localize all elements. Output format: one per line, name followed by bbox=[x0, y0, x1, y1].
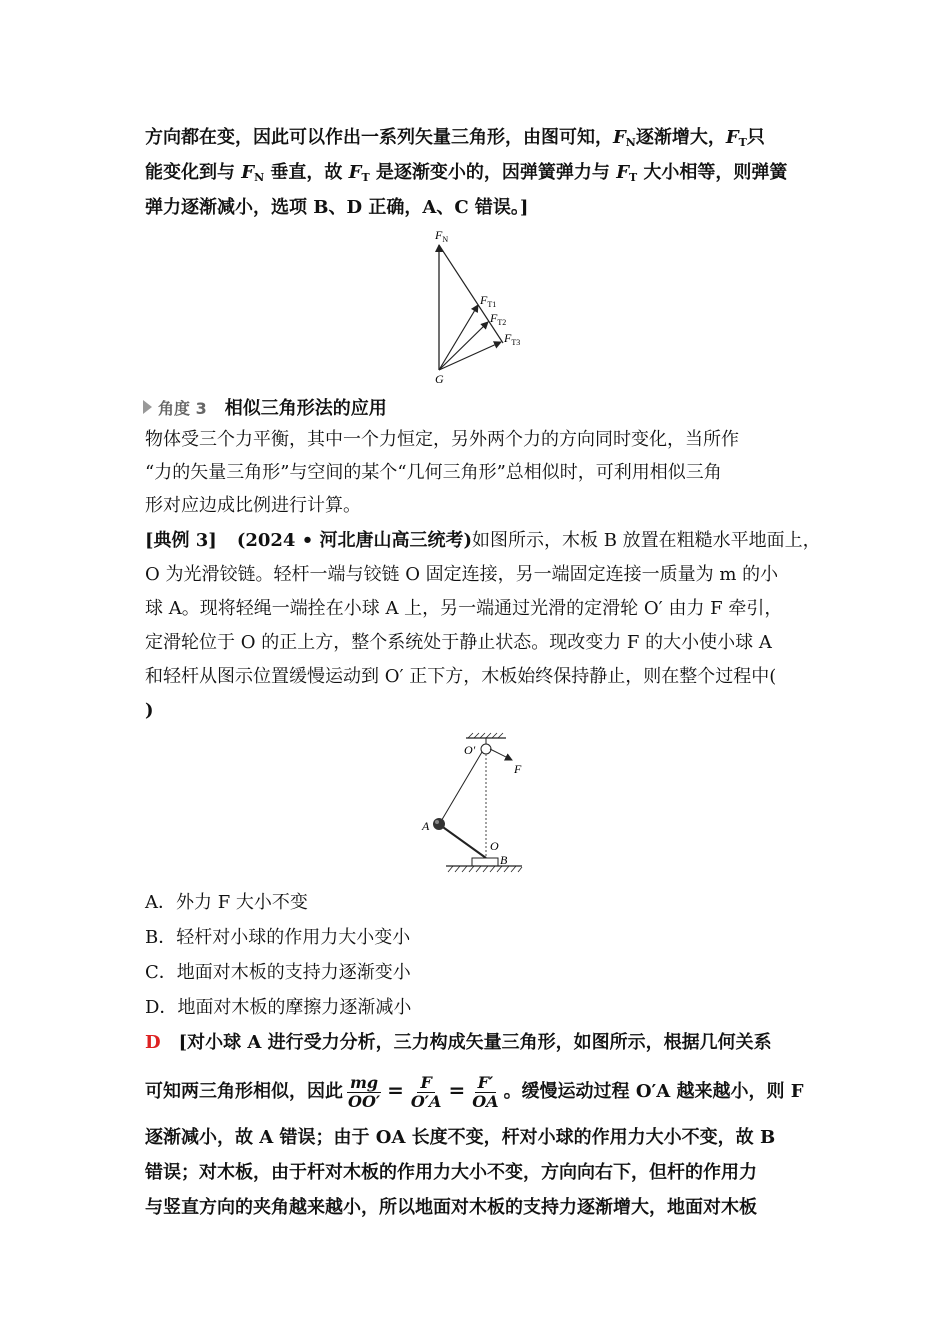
option-text: 地面对木板的支持力逐渐变小 bbox=[176, 962, 411, 983]
label-f: F bbox=[514, 762, 522, 776]
option-text: 轻杆对小球的作用力大小变小 bbox=[176, 927, 411, 948]
option-key: A． bbox=[145, 892, 176, 913]
ball-a bbox=[433, 818, 445, 830]
force-f-arrow bbox=[490, 749, 512, 760]
fraction-f-oa bbox=[408, 1074, 445, 1111]
label-ft3: $F_{T3}$ bbox=[504, 331, 521, 347]
text-segment: 方向都在变，因此可以作出一系列矢量三角形，由图可知， bbox=[145, 127, 613, 148]
option-key: C． bbox=[145, 962, 177, 983]
rope bbox=[440, 752, 482, 823]
label-g: G bbox=[435, 372, 444, 386]
pulley-rod-figure bbox=[420, 730, 530, 878]
fraction-numerator: mg bbox=[347, 1074, 381, 1093]
label-ft1: $F_{T1}$ bbox=[480, 293, 497, 309]
symbol-fn: F bbox=[613, 127, 626, 148]
fraction-fprime-oa bbox=[469, 1074, 501, 1111]
label-o: O bbox=[490, 839, 499, 853]
example-line-4: 定滑轮位于 O 的正上方，整个系统处于静止状态。现改变力 F 的大小使小球 A bbox=[145, 632, 772, 653]
label-ft2: $F_{T2}$ bbox=[490, 311, 507, 327]
answer-line-3: 逐渐减小，故 A 错误；由于 OA 长度不变，杆对小球的作用力大小不变，故 B bbox=[145, 1127, 776, 1148]
intro-line-1: 物体受三个力平衡，其中一个力恒定，另外两个力的方向同时变化，当所作 bbox=[145, 429, 739, 450]
label-b: B bbox=[500, 853, 508, 867]
subscript: N bbox=[254, 171, 265, 184]
fraction-denominator: OO′ bbox=[348, 1091, 381, 1111]
option-key: B． bbox=[145, 927, 177, 948]
text-segment: 大小相等，则弹簧 bbox=[637, 162, 788, 183]
ball-highlight bbox=[435, 820, 439, 824]
option-text: 外力 F 大小不变 bbox=[176, 892, 308, 913]
option-d[interactable] bbox=[145, 995, 810, 1021]
board-b bbox=[472, 858, 498, 866]
example-line-1 bbox=[145, 528, 821, 554]
fraction-numerator: F bbox=[417, 1074, 434, 1093]
answer-line-5: 与竖直方向的夹角越来越小，所以地面对木板的支持力逐渐增大，地面对木板 bbox=[145, 1197, 757, 1218]
option-b[interactable] bbox=[145, 925, 810, 951]
fraction-numerator: F′ bbox=[475, 1074, 497, 1093]
answer-line-1 bbox=[145, 1030, 810, 1056]
answer-letter: D bbox=[145, 1032, 161, 1053]
example-line-3: 球 A。现将轻绳一端拴在小球 A 上，另一端通过光滑的定滑轮 O′ 由力 F 牵引， bbox=[145, 598, 783, 619]
subscript: T bbox=[738, 136, 747, 149]
example-tag: [典例 3] bbox=[145, 530, 217, 551]
option-text: 地面对木板的摩擦力逐渐减小 bbox=[177, 997, 412, 1018]
text-segment: 如图所示，木板 B 放置在粗糙水平地面上， bbox=[472, 530, 821, 551]
option-a[interactable] bbox=[145, 890, 810, 916]
subscript: N bbox=[625, 136, 636, 149]
ft3-vector bbox=[439, 342, 501, 370]
label-a: A bbox=[422, 819, 430, 833]
light-rod bbox=[440, 825, 486, 858]
subscript: T bbox=[628, 171, 638, 184]
triangle-icon bbox=[143, 400, 152, 414]
fn-to-ft3-line bbox=[439, 245, 503, 343]
subscript: T bbox=[361, 171, 370, 184]
section-label: 角度 3 bbox=[158, 398, 207, 418]
answer-line-4: 错误；对木板，由于杆对木板的作用力大小不变，方向向右下，但杆的作用力 bbox=[145, 1162, 757, 1183]
fraction-denominator: O′A bbox=[410, 1091, 442, 1111]
ground-hatch bbox=[448, 866, 522, 872]
section-header bbox=[143, 395, 387, 419]
example-source: (2024 • 河北唐山高三统考) bbox=[236, 530, 472, 551]
ceiling-hatch bbox=[468, 733, 503, 738]
text-segment: 。缓慢运动过程 O′A 越来越小，则 F bbox=[503, 1081, 804, 1102]
equals-sign: = bbox=[387, 1078, 404, 1102]
solution-line-1 bbox=[145, 125, 810, 156]
symbol-fn: F bbox=[241, 162, 255, 183]
text-segment: 只 bbox=[746, 127, 765, 148]
text-segment: 垂直，故 bbox=[264, 162, 349, 183]
intro-line-3: 形对应边成比例进行计算。 bbox=[145, 495, 361, 516]
force-triangle-figure bbox=[425, 225, 535, 387]
text-segment: 可知两三角形相似，因此 bbox=[145, 1081, 343, 1102]
solution-line-3: 弹力逐渐减小，选项 B、D 正确，A、C 错误。] bbox=[145, 197, 529, 218]
equals-sign: = bbox=[448, 1078, 466, 1102]
symbol-ft: F bbox=[616, 162, 629, 183]
option-c[interactable] bbox=[145, 960, 810, 986]
fraction-denominator: OA bbox=[472, 1091, 499, 1111]
option-key: D． bbox=[145, 997, 178, 1018]
answer-line-2 bbox=[145, 1068, 810, 1112]
text-segment: 能变化到与 bbox=[145, 162, 242, 183]
fraction-mg-oo bbox=[345, 1074, 383, 1111]
label-fn: $F_N$ bbox=[435, 228, 449, 244]
label-o-prime: O′ bbox=[464, 743, 476, 757]
example-line-2: O 为光滑铰链。轻杆一端与铰链 O 固定连接，另一端固定连接一质量为 m 的小 bbox=[145, 564, 779, 585]
example-line-5: 和轻杆从图示位置缓慢运动到 O′ 正下方，木板始终保持静止，则在整个过程中( bbox=[145, 666, 777, 687]
symbol-ft: F bbox=[725, 127, 739, 148]
text-segment: 逐渐增大， bbox=[635, 127, 726, 148]
text-segment: 是逐渐变小的，因弹簧弹力与 bbox=[369, 162, 617, 183]
text-segment: [对小球 A 进行受力分析，三力构成矢量三角形，如图所示，根据几何关系 bbox=[178, 1032, 772, 1053]
intro-line-2: “力的矢量三角形”与空间的某个“几何三角形”总相似时，可利用相似三角 bbox=[145, 462, 722, 483]
pulley bbox=[481, 744, 491, 754]
example-line-6: ) bbox=[145, 700, 154, 721]
section-title: 相似三角形法的应用 bbox=[224, 398, 387, 419]
symbol-ft: F bbox=[348, 162, 362, 183]
solution-line-2 bbox=[145, 160, 810, 191]
